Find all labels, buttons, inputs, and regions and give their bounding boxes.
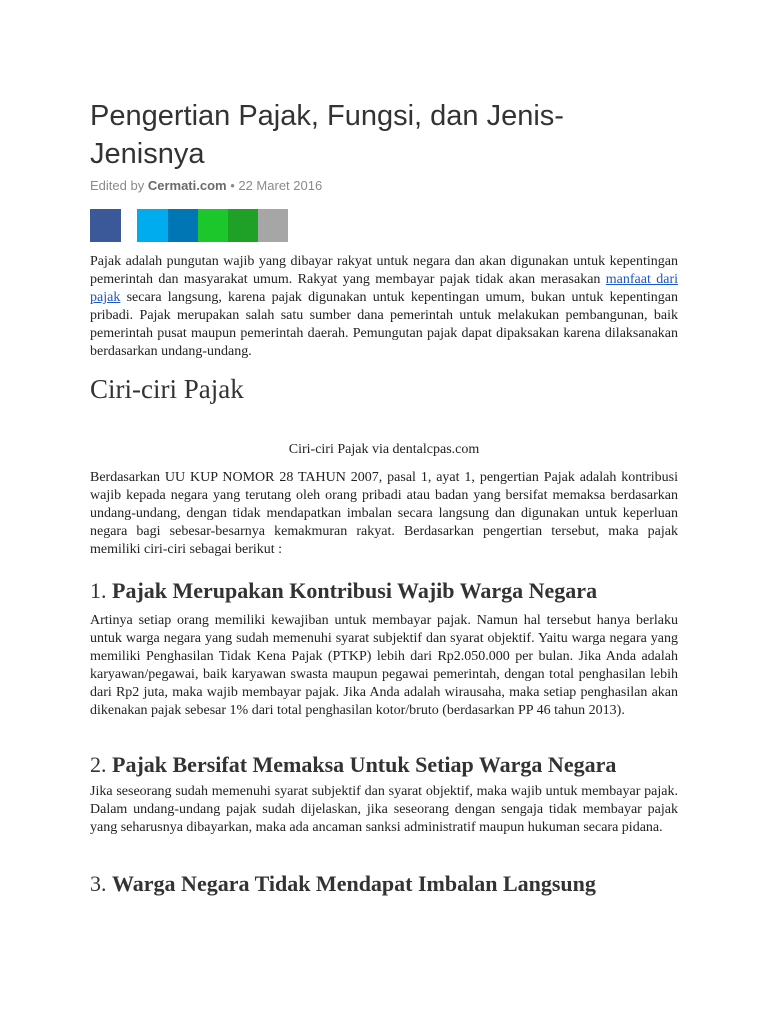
byline-separator: • bbox=[226, 178, 239, 193]
twitter-share-button[interactable] bbox=[137, 209, 168, 242]
point-1-heading bbox=[90, 578, 597, 604]
linkedin-share-button[interactable] bbox=[168, 209, 198, 242]
manfaat-pajak-link[interactable]: manfaat dari pajak bbox=[90, 272, 678, 305]
article-title: Pengertian Pajak, Fungsi, dan Jenis-Jenisnya bbox=[90, 100, 564, 170]
intro-paragraph bbox=[90, 253, 678, 361]
image-caption: Ciri-ciri Pajak via dentalcpas.com bbox=[288, 442, 480, 457]
point-title: Warga Negara Tidak Mendapat Imbalan Langsung bbox=[112, 871, 596, 896]
point-3-heading bbox=[90, 871, 596, 897]
line-share-button[interactable] bbox=[228, 209, 258, 242]
share-bar bbox=[90, 209, 288, 242]
facebook-share-button[interactable] bbox=[90, 209, 121, 242]
point-2-heading bbox=[90, 752, 616, 778]
point-number: 2. bbox=[90, 752, 107, 777]
byline-date: 22 Maret 2016 bbox=[238, 178, 323, 193]
point-title: Pajak Merupakan Kontribusi Wajib Warga Negara bbox=[112, 578, 598, 603]
point-title: Pajak Bersifat Memaksa Untuk Setiap Warga Negara bbox=[112, 752, 617, 777]
intro-text-after: secara langsung, karena pajak digunakan untuk kepentingan umum, bukan untuk kepentingan pribadi. Pajak merupakan salah satu sumber dana pemerintah untuk melakukan pembangunan, baik pemerintah pusat maupun pemerintah daerah. Pemungutan pajak dapat dipaksakan karena dilaksanakan berdasarkan undang-undang. bbox=[90, 290, 678, 359]
byline-author[interactable]: Cermati.com bbox=[147, 178, 227, 193]
section-intro: Berdasarkan UU KUP NOMOR 28 TAHUN 2007, pasal 1, ayat 1, pengertian Pajak adalah kontribusi wajib kepada negara yang terutang oleh orang pribadi atau badan yang bersifat memaksa berdasarkan undang-undang, dengan tidak mendapatkan imbalan secara langsung dan digunakan untuk keperluan negara bagi sebesar-besarnya kemakmuran rakyat. Berdasarkan pengertian tersebut, maka pajak memiliki ciri-ciri sebagai berikut : bbox=[90, 470, 678, 557]
intro-text-before: Pajak adalah pungutan wajib yang dibayar rakyat untuk negara dan akan digunakan untuk kepentingan pemerintah dan masyarakat umum. Rakyat yang membayar pajak tidak akan merasakan bbox=[90, 254, 678, 287]
point-number: 1. bbox=[90, 578, 107, 603]
point-number: 3. bbox=[90, 871, 107, 896]
email-share-button[interactable] bbox=[258, 209, 288, 242]
byline-prefix: Edited by bbox=[90, 178, 148, 193]
byline bbox=[90, 178, 322, 193]
point-1-text: Artinya setiap orang memiliki kewajiban untuk membayar pajak. Namun hal tersebut hanya berlaku untuk warga negara yang sudah memenuhi syarat subjektif dan syarat objektif. Yaitu warga negara yang memiliki Penghasilan Tidak Kena Pajak (PTKP) lebih dari Rp2.050.000 per bulan. Jika Anda adalah karyawan/pegawai, baik karyawan swasta maupun pegawai pemerintah, dengan total penghasilan lebih dari Rp2 juta, maka wajib membayar pajak. Jika Anda adalah wirausaha, maka setiap penghasilan akan dikenakan pajak sebesar 1% dari total penghasilan kotor/bruto (berdasarkan PP 46 tahun 2013). bbox=[90, 613, 678, 718]
whatsapp-share-button[interactable] bbox=[198, 209, 228, 242]
section-heading: Ciri-ciri Pajak bbox=[90, 374, 244, 404]
point-2-text: Jika seseorang sudah memenuhi syarat subjektif dan syarat objektif, maka wajib untuk membayar pajak. Dalam undang-undang pajak sudah dijelaskan, jika seseorang dengan sengaja tidak membayar pajak yang seharusnya dibayarkan, maka ada ancaman sanksi administratif maupun hukuman secara pidana. bbox=[90, 784, 678, 835]
